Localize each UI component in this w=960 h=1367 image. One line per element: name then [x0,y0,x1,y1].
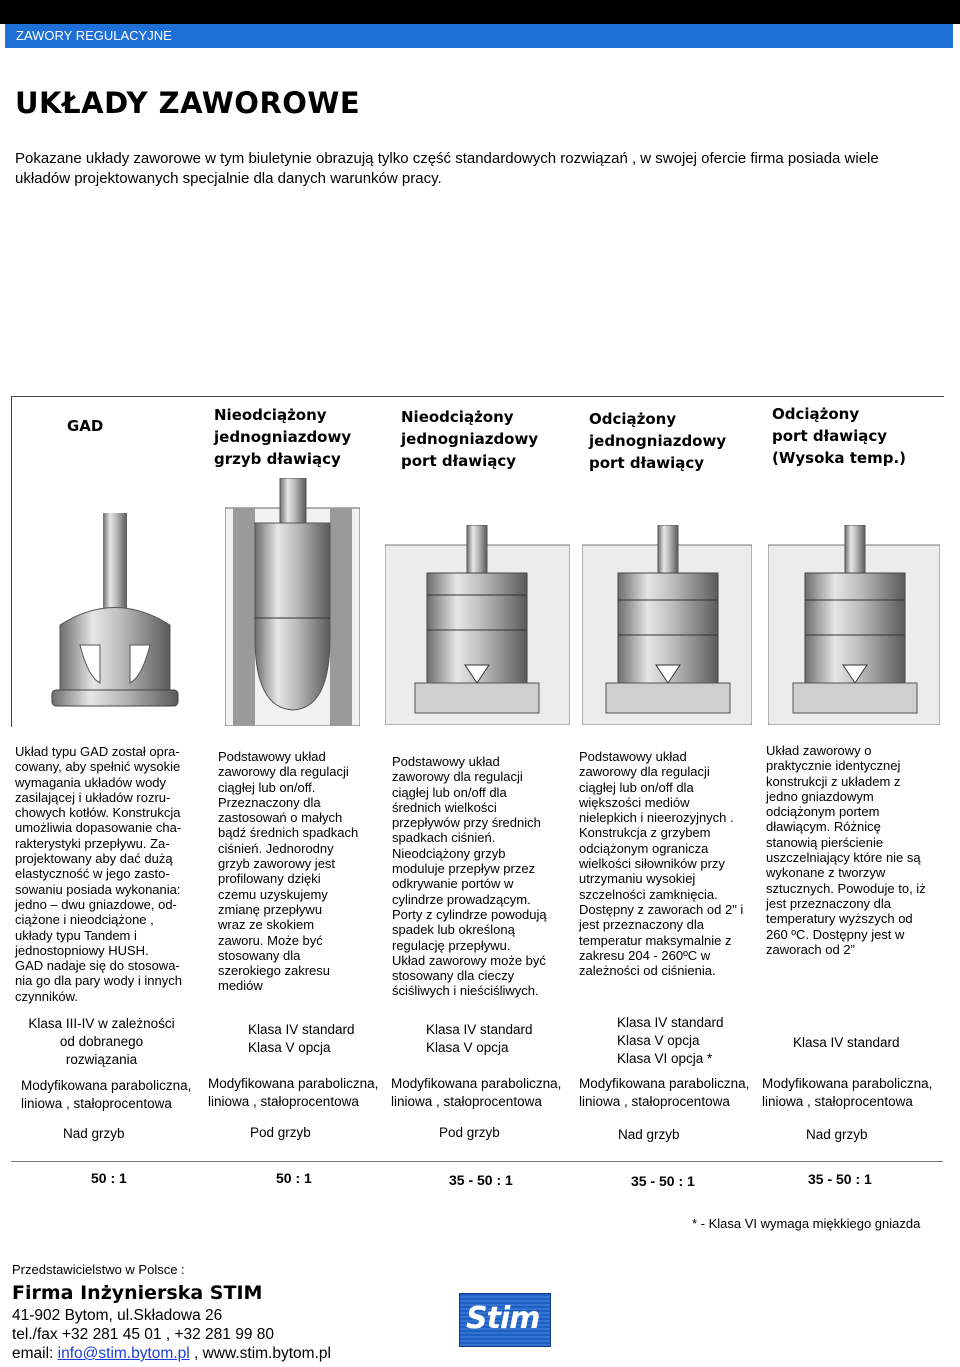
desc-line: ciągłej lub on/off. [218,779,316,795]
heading-col3 [401,406,538,472]
characteristic-line: Modyfikowana paraboliczna, [208,1076,379,1091]
balanced-port-valve-image [582,525,752,725]
ratio-col5: 35 - 50 : 1 [808,1171,872,1187]
phone: tel./fax +32 281 45 01 , +32 281 99 80 [12,1326,274,1343]
heading-line: (Wysoka temp.) [772,449,906,467]
desc-line: ściśliwych i nieściśliwych. [392,983,539,999]
intro-paragraph: Pokazane układy zaworowe w tym biuletynie obrazują tylko część standardowych rozwiązań , w swojej ofercie firma posiada wiele układów projektowanych specjalnie dla danych warunków pracy. [15,150,879,187]
heading-line: Nieodciążony [214,406,327,424]
desc-line: Podstawowy układ [218,749,326,764]
heading-line: grzyb dławiący [214,450,341,468]
desc-line: Nieodciążony grzyb [392,845,506,861]
desc-line: Przeznaczony dla [218,794,321,810]
class-col1 [14,1015,189,1069]
heading-line: Nieodciążony [401,408,514,426]
desc-line: temperatury wyższych od [766,911,913,927]
separator: , [189,1345,203,1362]
desc-line: odkrywanie portów w [392,876,514,892]
class-col5 [793,1034,900,1052]
contact-line [12,1345,331,1363]
desc-col3 [392,754,572,999]
desc-line: 260 ºC. Dostępny jest w [766,926,905,942]
desc-line: wykonane z tworzyw [766,865,886,881]
desc-line: nielepkich i nieerozyjnych . [579,810,734,826]
desc-line: średnich wielkości [392,799,497,815]
unbalanced-plug-valve-image [225,478,360,726]
class-line: Klasa V opcja [248,1040,331,1055]
heading-line: port dławiący [401,452,517,470]
desc-line: jest przeznaczony dla [766,895,892,911]
characteristic-col3 [391,1075,561,1111]
ratio-col1: 50 : 1 [91,1170,127,1186]
email-link[interactable]: info@stim.bytom.pl [57,1345,190,1362]
class-col4 [617,1014,724,1068]
desc-line: Układ zaworowy może być [392,952,546,968]
high-temp-balanced-valve-image [768,525,940,725]
desc-line: sztucznych. Powoduje to, iż [766,880,926,896]
desc-line: moduluje przepływ przez [392,861,536,877]
desc-line: szczelności zamknięcia. [579,886,718,902]
desc-line: konstrukcji z układem z [766,773,901,789]
characteristic-line: Modyfikowana paraboliczna, [391,1076,562,1091]
desc-line: jest przeznaczony dla [579,917,705,933]
desc-line: szerokiego zakresu [218,963,330,979]
heading-gad [67,415,103,437]
class-line: od dobranego [59,1034,144,1049]
desc-line: Układ typu GAD został opra- [15,744,180,759]
desc-line: ciągłej lub on/off dla [579,779,694,795]
ratio-col3: 35 - 50 : 1 [449,1172,513,1188]
desc-line: GAD nadaje się do stosowa- [15,958,180,974]
flow-col4: Nad grzyb [618,1127,680,1142]
flow-col5: Nad grzyb [806,1127,868,1142]
logo-text: Stim [466,1301,540,1336]
class-line: Klasa IV standard [426,1022,533,1037]
website-link[interactable]: www.stim.bytom.pl [202,1345,331,1362]
characteristic-line: liniowa , stałoprocentowa [391,1094,542,1109]
class-line: Klasa V opcja [617,1033,700,1048]
heading-line: Odciążony [772,405,860,423]
desc-line: bądź średnich spadkach [218,825,359,841]
desc-line: sowaniu posiada wykonania: [15,881,181,897]
desc-line: zmianę przepływu [218,901,323,917]
heading-line: jednogniazdowy [401,430,539,448]
desc-line: praktycznie identycznej [766,758,901,774]
desc-line: większości mediów [579,794,690,810]
desc-line: chowych kotłów. Konstrukcja [15,805,181,821]
desc-line: ciążone i nieodciążone , [15,912,154,928]
desc-line: temperatur maksymalnie z [579,932,732,948]
class-line: Klasa IV standard [617,1015,724,1030]
class-line: Klasa IV standard [793,1035,900,1050]
characteristic-line: liniowa , stałoprocentowa [21,1096,172,1111]
desc-line: mediów [218,978,263,994]
desc-line: stanowią pierścienie [766,834,884,850]
address: 41-902 Bytom, ul.Składowa 26 [12,1307,223,1324]
desc-line: stosowany dla cieczy [392,968,515,984]
characteristic-line: liniowa , stałoprocentowa [208,1094,359,1109]
gad-valve-image [20,505,210,725]
desc-line: jednostopniowy HUSH. [15,942,149,958]
desc-line: Podstawowy układ [392,754,500,769]
section-bar [5,24,953,48]
desc-line: rakterystyki przepływu. Za- [15,835,170,851]
characteristic-col5 [762,1075,932,1111]
desc-line: ciągłej lub on/off dla [392,784,507,800]
class-col2 [248,1021,355,1057]
desc-line: odciążonym portem [766,804,880,820]
desc-line: cylindrze prowadzącym. [392,891,531,907]
desc-line: zaworu. Może być [218,932,323,948]
desc-line: projektowany aby dać dużą [15,851,173,867]
desc-line: przepływów przy średnich [392,815,541,831]
desc-line: zależności od ciśnienia. [579,963,716,979]
class-line: Klasa IV standard [248,1022,355,1037]
desc-line: elastyczność w jego zasto- [15,866,170,882]
desc-col5 [766,743,946,957]
heading-line: port dławiący [772,427,888,445]
desc-line: Dostępny z zaworach od 2" i [579,901,744,917]
desc-line: profilowany dzięki [218,871,321,887]
top-black-bar [0,0,960,24]
email-label: email: [12,1345,58,1362]
desc-line: regulację przepływu. [392,937,511,953]
heading-line: jednogniazdowy [214,428,352,446]
desc-line: ciśnień. Jednorodny [218,840,334,856]
characteristic-line: liniowa , stałoprocentowa [579,1094,730,1109]
heading-line: port dławiący [589,454,705,472]
desc-line: zaworach od 2” [766,941,855,957]
desc-line: wymagania układów wody [15,774,167,790]
class-col3 [426,1021,533,1057]
footnote: * - Klasa VI wymaga miękkiego gniazda [692,1216,921,1231]
desc-line: umożliwia dopasowanie cha- [15,820,182,836]
heading-col4 [589,408,726,474]
desc-line: Układ zaworowy o [766,743,872,758]
divider [11,1161,943,1162]
characteristic-col4 [579,1075,749,1111]
heading-line: Odciążony [589,410,677,428]
desc-line: zakresu 204 - 260ºC w [579,947,711,963]
desc-line: zasilającej i układów rozru- [15,789,171,805]
ratio-col2: 50 : 1 [276,1170,312,1186]
flow-col3: Pod grzyb [439,1125,500,1140]
desc-line: Konstrukcja z grzybem [579,825,711,841]
class-line: Klasa III-IV w zależności [28,1016,175,1031]
desc-line: jedno – dwu gniazdowe, od- [15,896,177,912]
heading-line: jednogniazdowy [589,432,727,450]
stim-logo [459,1293,551,1347]
desc-line: układy typu Tandem i [15,927,137,943]
representation-label: Przedstawicielstwo w Polsce : [12,1262,185,1277]
desc-col4 [579,749,759,978]
desc-col1 [15,744,200,1004]
characteristic-col2 [208,1075,378,1111]
characteristic-line: Modyfikowana paraboliczna, [21,1078,192,1093]
page-title: UKŁADY ZAWOROWE [15,86,361,120]
desc-line: zaworowy dla regulacji [579,764,710,780]
characteristic-line: liniowa , stałoprocentowa [762,1094,913,1109]
heading-col2 [214,404,351,470]
flow-col2: Pod grzyb [250,1125,311,1140]
desc-line: wielkości siłowników przy [579,856,725,872]
desc-line: Podstawowy układ [579,749,687,764]
class-line: rozwiązania [65,1052,138,1067]
desc-line: nia go dla pary wody i innych [15,973,182,989]
desc-line: zaworowy dla regulacji [392,769,523,785]
desc-line: uszczelniający które nie są [766,850,921,866]
desc-line: czemu uzyskujemy [218,886,328,902]
desc-line: cowany, aby spełnić wysokie [15,759,181,775]
desc-line: dławiącym. Różnicę [766,819,881,835]
unbalanced-port-valve-image [385,525,570,725]
desc-line: utrzymaniu wysokiej [579,871,696,887]
desc-line: jedno gniazdowym [766,788,874,804]
desc-line: Porty z cylindrze powodują [392,906,547,922]
heading-col5 [772,403,906,469]
class-line: Klasa VI opcja * [617,1051,713,1066]
desc-line: stosowany dla [218,947,301,963]
desc-line: zaworowy dla regulacji [218,764,349,780]
firm-name: Firma Inżynierska STIM [12,1282,263,1304]
desc-line: spadkach ciśnień. [392,830,496,846]
characteristic-line: Modyfikowana paraboliczna, [579,1076,750,1091]
flow-col1: Nad grzyb [63,1126,125,1141]
desc-line: zastosowań o małych [218,810,343,826]
desc-line: odciążonym ogranicza [579,840,709,856]
class-line: Klasa V opcja [426,1040,509,1055]
desc-col2 [218,749,388,994]
desc-line: grzyb zaworowy jest [218,856,336,872]
characteristic-col1 [21,1077,191,1113]
desc-line: wraz ze skokiem [218,917,315,933]
ratio-col4: 35 - 50 : 1 [631,1173,695,1189]
section-label: ZAWORY REGULACYJNE [16,28,172,43]
characteristic-line: Modyfikowana paraboliczna, [762,1076,933,1091]
heading-line: GAD [67,417,104,435]
desc-line: czynników. [15,988,78,1004]
desc-line: spadek lub określoną [392,922,515,938]
